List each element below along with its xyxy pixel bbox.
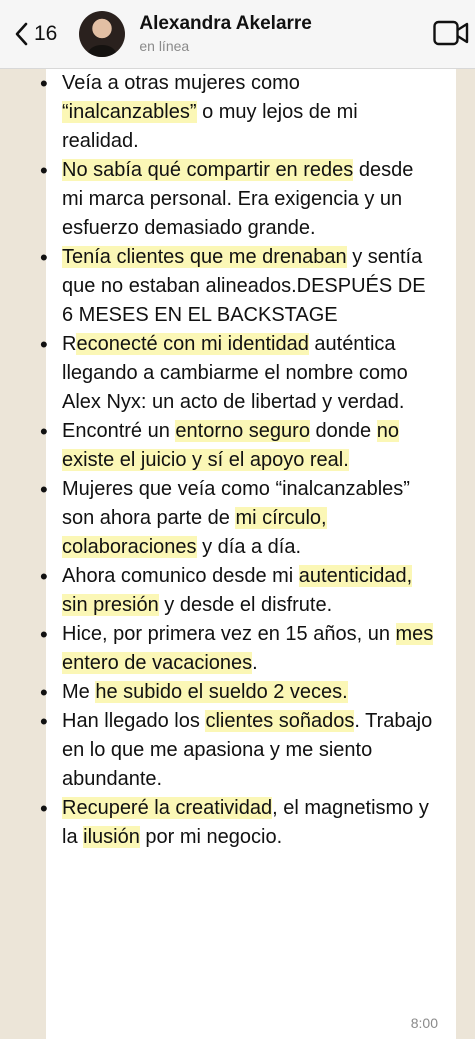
video-camera-icon <box>433 33 469 50</box>
item-text: . <box>252 652 258 674</box>
list-item <box>46 243 434 330</box>
list-item <box>46 678 434 707</box>
item-text: y día a día. <box>196 536 302 558</box>
list-item <box>46 707 434 794</box>
contact-status: en línea <box>139 38 190 54</box>
list-item <box>46 69 434 156</box>
unread-count: 16 <box>34 22 58 45</box>
highlighted-text: mes entero de vacaciones <box>62 623 434 674</box>
item-text: Encontré un <box>62 420 176 442</box>
item-text: . Trabajo en lo que me apasiona y me siento abundante. <box>62 710 433 790</box>
item-text: o muy lejos de mi realidad. <box>62 101 358 152</box>
item-text: auténtica llegando a cambiarme el nombre como Alex Nyx: un acto de libertad y verdad. <box>62 333 408 413</box>
avatar[interactable] <box>79 11 125 57</box>
highlighted-text: mi círculo, colaboraciones <box>62 507 327 558</box>
list-item <box>46 475 434 562</box>
message-time: 8:00 <box>410 1015 438 1031</box>
highlighted-text: Tenía clientes que me drenaban <box>62 246 347 268</box>
list-item <box>46 156 434 243</box>
item-text: Me <box>62 681 96 703</box>
item-text: Ahora comunico desde mi <box>62 565 299 587</box>
highlighted-text: he subido el sueldo 2 veces. <box>95 681 348 703</box>
contact-info[interactable] <box>139 13 312 55</box>
message-list <box>46 69 434 852</box>
highlighted-text: autenticidad, sin presión <box>62 565 413 616</box>
message-bubble[interactable] <box>46 69 456 1039</box>
chat-header <box>0 0 475 69</box>
highlighted-text: entorno seguro <box>175 420 310 442</box>
item-text: donde <box>309 420 377 442</box>
highlighted-text: ilusión <box>83 826 140 848</box>
item-text: Han llegado los <box>62 710 206 732</box>
highlighted-text: “inalcanzables” <box>62 101 197 123</box>
item-text: por mi negocio. <box>139 826 283 848</box>
item-text: y sentía que no estaban alineados.DESPUÉS DE 6 MESES EN EL BACKSTAGE <box>62 246 426 326</box>
item-text: Veía a otras mujeres como <box>62 72 300 94</box>
item-text: Hice, por primera vez en 15 años, un <box>62 623 396 645</box>
video-call-button[interactable] <box>433 20 469 51</box>
list-item <box>46 620 434 678</box>
item-text: Mujeres que veía como “inalcanzables” son ahora parte de <box>62 478 410 529</box>
list-item <box>46 562 434 620</box>
item-text: R <box>62 333 77 355</box>
chevron-left-icon <box>14 22 28 46</box>
item-text: y desde el disfrute. <box>158 594 333 616</box>
back-button[interactable] <box>14 22 57 46</box>
highlighted-text: no existe el juicio y sí el apoyo real. <box>62 420 399 471</box>
highlighted-text: Recuperé la creatividad <box>62 797 273 819</box>
highlighted-text: econecté con mi identidad <box>76 333 309 355</box>
highlighted-text: No sabía qué compartir en redes <box>62 159 354 181</box>
list-item <box>46 417 434 475</box>
list-item <box>46 794 434 852</box>
contact-name: Alexandra Akelarre <box>139 13 312 34</box>
highlighted-text: clientes soñados <box>205 710 355 732</box>
item-text: , el magnetismo y la <box>62 797 429 848</box>
item-text: desde mi marca personal. Era exigencia y un esfuerzo demasiado grande. <box>62 159 414 239</box>
list-item <box>46 330 434 417</box>
